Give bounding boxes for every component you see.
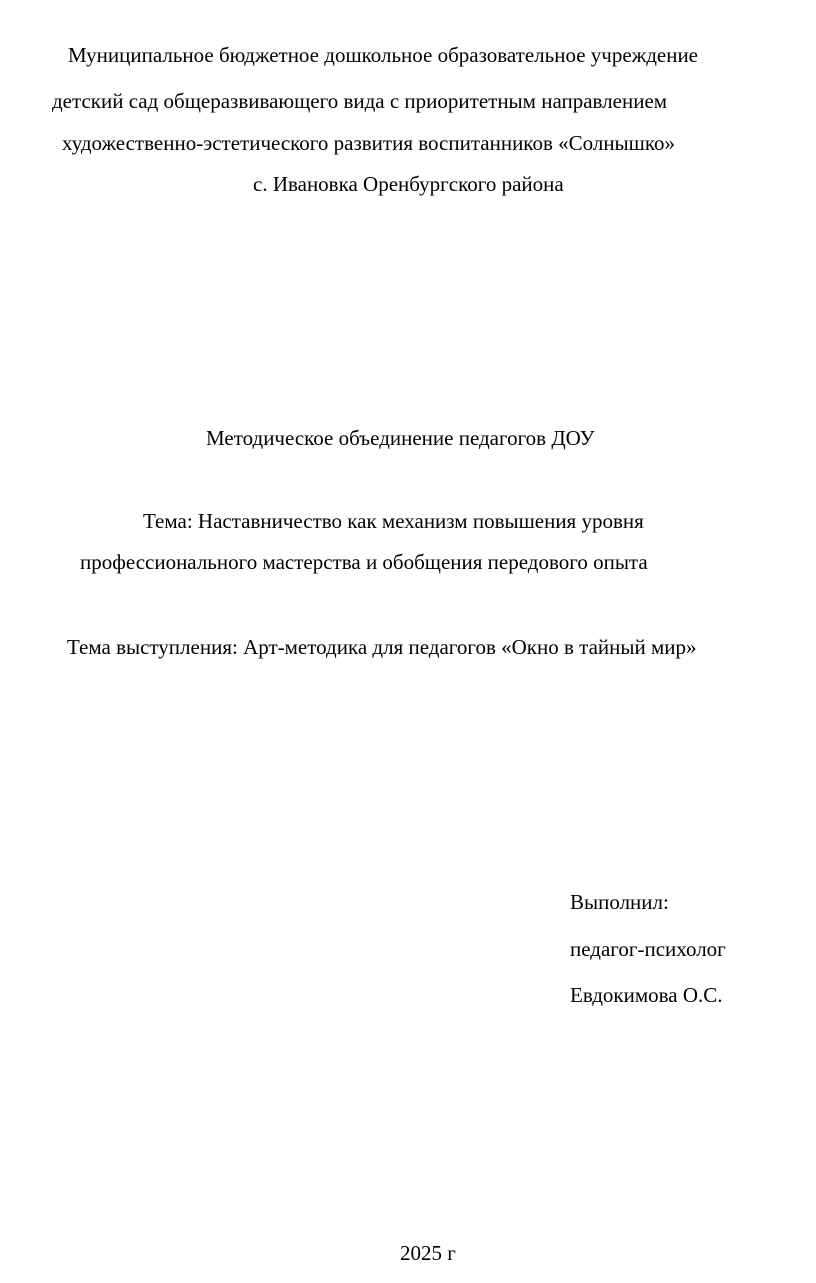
author-position: педагог-психолог [570,937,726,961]
performed-by-label: Выполнил: [570,890,669,914]
topic-line-2: профессионального мастерства и обобщения передового опыта [80,550,648,574]
topic-line-1: Тема: Наставничество как механизм повышения уровня [143,509,644,533]
author-name: Евдокимова О.С. [570,983,723,1007]
document-year: 2025 г [400,1241,456,1265]
methodical-association-title: Методическое объединение педагогов ДОУ [206,426,595,450]
institution-name-line-3: художественно-эстетического развития воспитанников «Солнышко» [62,131,675,155]
institution-name-line-1: Муниципальное бюджетное дошкольное образовательное учреждение [68,43,698,67]
speech-topic: Тема выступления: Арт-методика для педагогов «Окно в тайный мир» [67,635,697,659]
institution-name-line-2: детский сад общеразвивающего вида с приоритетным направлением [52,89,668,113]
institution-location: с. Ивановка Оренбургского района [253,172,564,196]
